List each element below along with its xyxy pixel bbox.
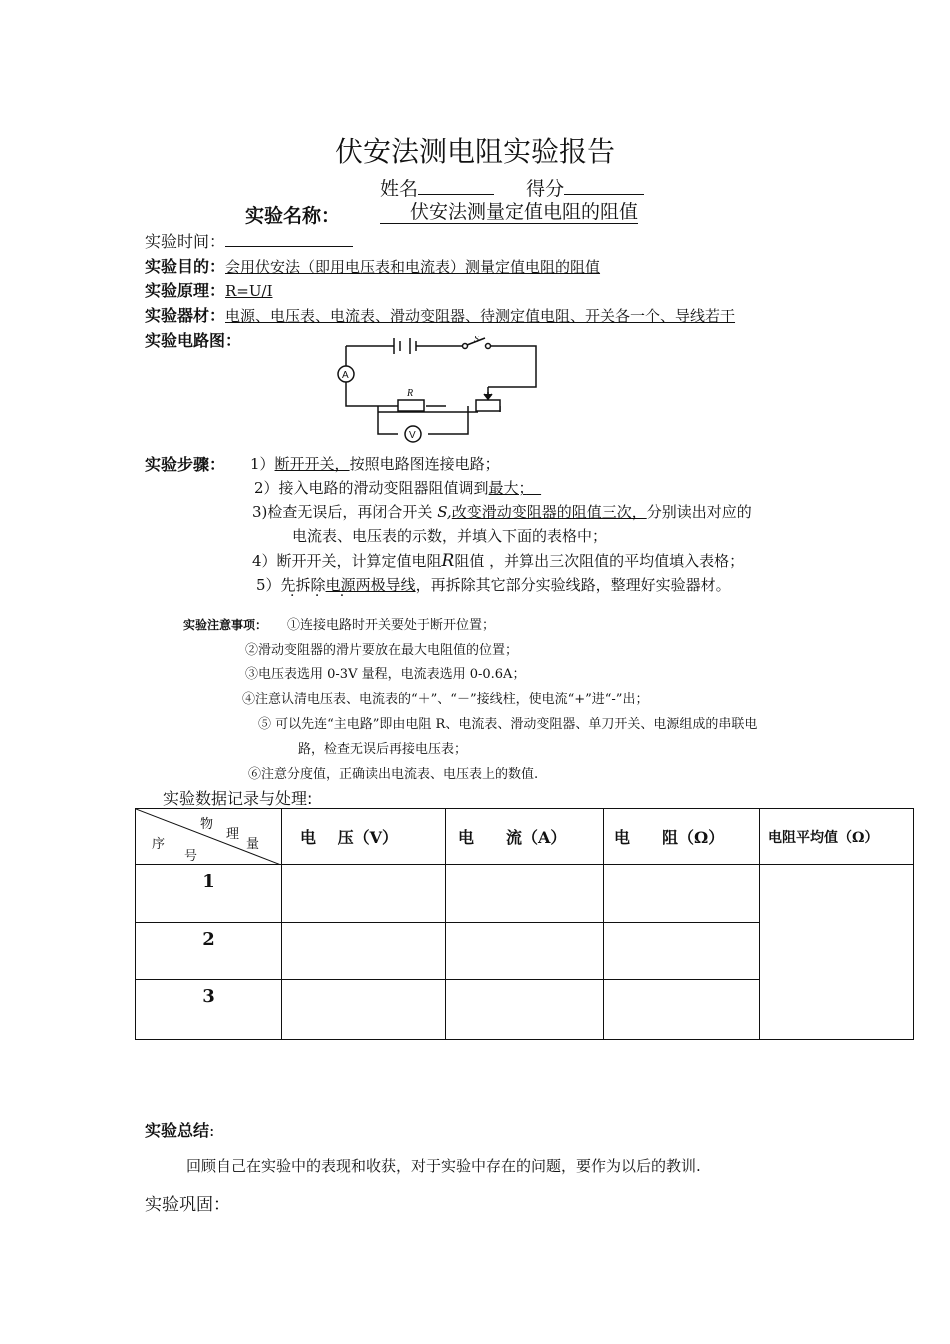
step-2: 2）接入电路的滑动变阻器阻值调到最大； xyxy=(254,479,527,497)
equipment-row xyxy=(145,303,735,326)
note-6: ⑥注意分度值，正确读出电流表、电压表上的数值. xyxy=(248,767,539,782)
summary-heading: 实验总结: xyxy=(145,1121,215,1140)
summary-text: 回顾自己在实验中的表现和收获，对于实验中存在的问题，要作为以后的教训. xyxy=(186,1157,701,1175)
notes-row-1: 实验注意事项： ①连接电路时开关要处于断开位置； xyxy=(183,618,496,633)
cell-voltage-2[interactable] xyxy=(282,923,446,980)
step-4: 4）断开开关，计算定值电阻R阻值 ，并算出三次阻值的平均值填入表格； xyxy=(252,551,745,571)
circuit-diagram xyxy=(328,336,568,448)
header-voltage: 电 压（V） xyxy=(282,809,446,865)
row-number: 2 xyxy=(136,923,282,980)
note-5: ⑤ 可以先连“主电路”即由电阻 R、电流表、滑动变阻器、单刀开关、电源组成的串联电 xyxy=(258,717,758,732)
header-current: 电 流（A） xyxy=(446,809,604,865)
row-number: 1 xyxy=(136,865,282,923)
emphasis-dots: · · · xyxy=(290,588,353,604)
cell-voltage-1[interactable] xyxy=(282,865,446,923)
summary-label: 实验总结 xyxy=(145,1121,210,1140)
step-3-cont: 电流表、电压表的示数，并填入下面的表格中； xyxy=(292,527,608,545)
cell-current-1[interactable] xyxy=(446,865,604,923)
principle-label: 实验原理： xyxy=(145,281,226,300)
name-label: 姓名 xyxy=(380,178,419,200)
cell-average[interactable] xyxy=(760,865,914,1040)
voltmeter-label: V xyxy=(409,430,416,441)
purpose-label: 实验目的： xyxy=(145,257,226,276)
switch-label: S xyxy=(474,336,479,345)
row-number: 3 xyxy=(136,980,282,1040)
data-section-label: 实验数据记录与处理: xyxy=(163,789,313,808)
time-label: 实验时间： xyxy=(145,232,226,251)
note-5-cont: 路，检查无误后再接电压表； xyxy=(298,742,468,757)
note-4: ④注意认清电压表、电流表的“＋”、“－”接线柱，使电流“+”进“-”出； xyxy=(242,692,649,707)
score-label: 得分 xyxy=(526,178,565,200)
corner-cell xyxy=(136,809,282,865)
cell-resistance-3[interactable] xyxy=(604,980,760,1040)
data-table xyxy=(135,808,914,1040)
steps-label: 实验步骤： xyxy=(145,455,226,474)
step-1: 1）断开开关，按照电路图连接电路； xyxy=(250,455,500,473)
equipment-label: 实验器材： xyxy=(145,306,226,325)
experiment-name-label: 实验名称： xyxy=(245,205,341,227)
cell-current-3[interactable] xyxy=(446,980,604,1040)
purpose-value: 会用伏安法（即用电压表和电流表）测量定值电阻的阻值 xyxy=(225,258,601,276)
resistor-label: R xyxy=(407,388,414,399)
note-2: ②滑动变阻器的滑片要放在最大电阻值的位置； xyxy=(245,643,519,658)
principle-row xyxy=(145,278,273,301)
purpose-row xyxy=(145,254,600,277)
step-3: 3)检查无误后，再闭合开关 S,改变滑动变阻器的阻值三次，分别读出对应的 xyxy=(252,503,752,521)
notes-label: 实验注意事项： xyxy=(183,618,268,632)
experiment-name-value: 伏安法测量定值电阻的阻值 xyxy=(380,201,638,224)
time-blank[interactable] xyxy=(225,228,353,247)
table-row xyxy=(136,865,914,923)
header-resistance: 电 阻（Ω） xyxy=(604,809,760,865)
principle-value: R=U/I xyxy=(225,282,273,300)
time-row xyxy=(145,228,353,252)
ammeter-label: A xyxy=(342,370,349,381)
circuit-label: 实验电路图： xyxy=(145,331,242,350)
corner-wu: 物 xyxy=(200,817,214,832)
equipment-value: 电源、电压表、电流表、滑动变阻器、待测定值电阻、开关各一个、导线若干 xyxy=(225,307,736,325)
name-blank[interactable] xyxy=(418,176,494,195)
corner-hao: 号 xyxy=(184,849,198,864)
consolidate-label: 实验巩固： xyxy=(145,1195,230,1215)
corner-liang: 量 xyxy=(246,837,260,852)
corner-xu: 序 xyxy=(152,837,166,852)
name-score-line xyxy=(380,174,644,201)
step-5: 5）先拆除电源两极导线，再拆除其它部分实验线路，整理好实验器材。 xyxy=(256,576,731,594)
corner-li: 理 xyxy=(226,827,240,842)
cell-voltage-3[interactable] xyxy=(282,980,446,1040)
cell-resistance-1[interactable] xyxy=(604,865,760,923)
score-blank[interactable] xyxy=(564,176,644,195)
note-3: ③电压表选用 0-3V 量程，电流表选用 0-0.6A； xyxy=(245,667,526,682)
page-title: 伏安法测电阻实验报告 xyxy=(334,135,615,168)
cell-resistance-2[interactable] xyxy=(604,923,760,980)
header-average: 电阻平均值（Ω） xyxy=(760,809,914,865)
cell-current-2[interactable] xyxy=(446,923,604,980)
